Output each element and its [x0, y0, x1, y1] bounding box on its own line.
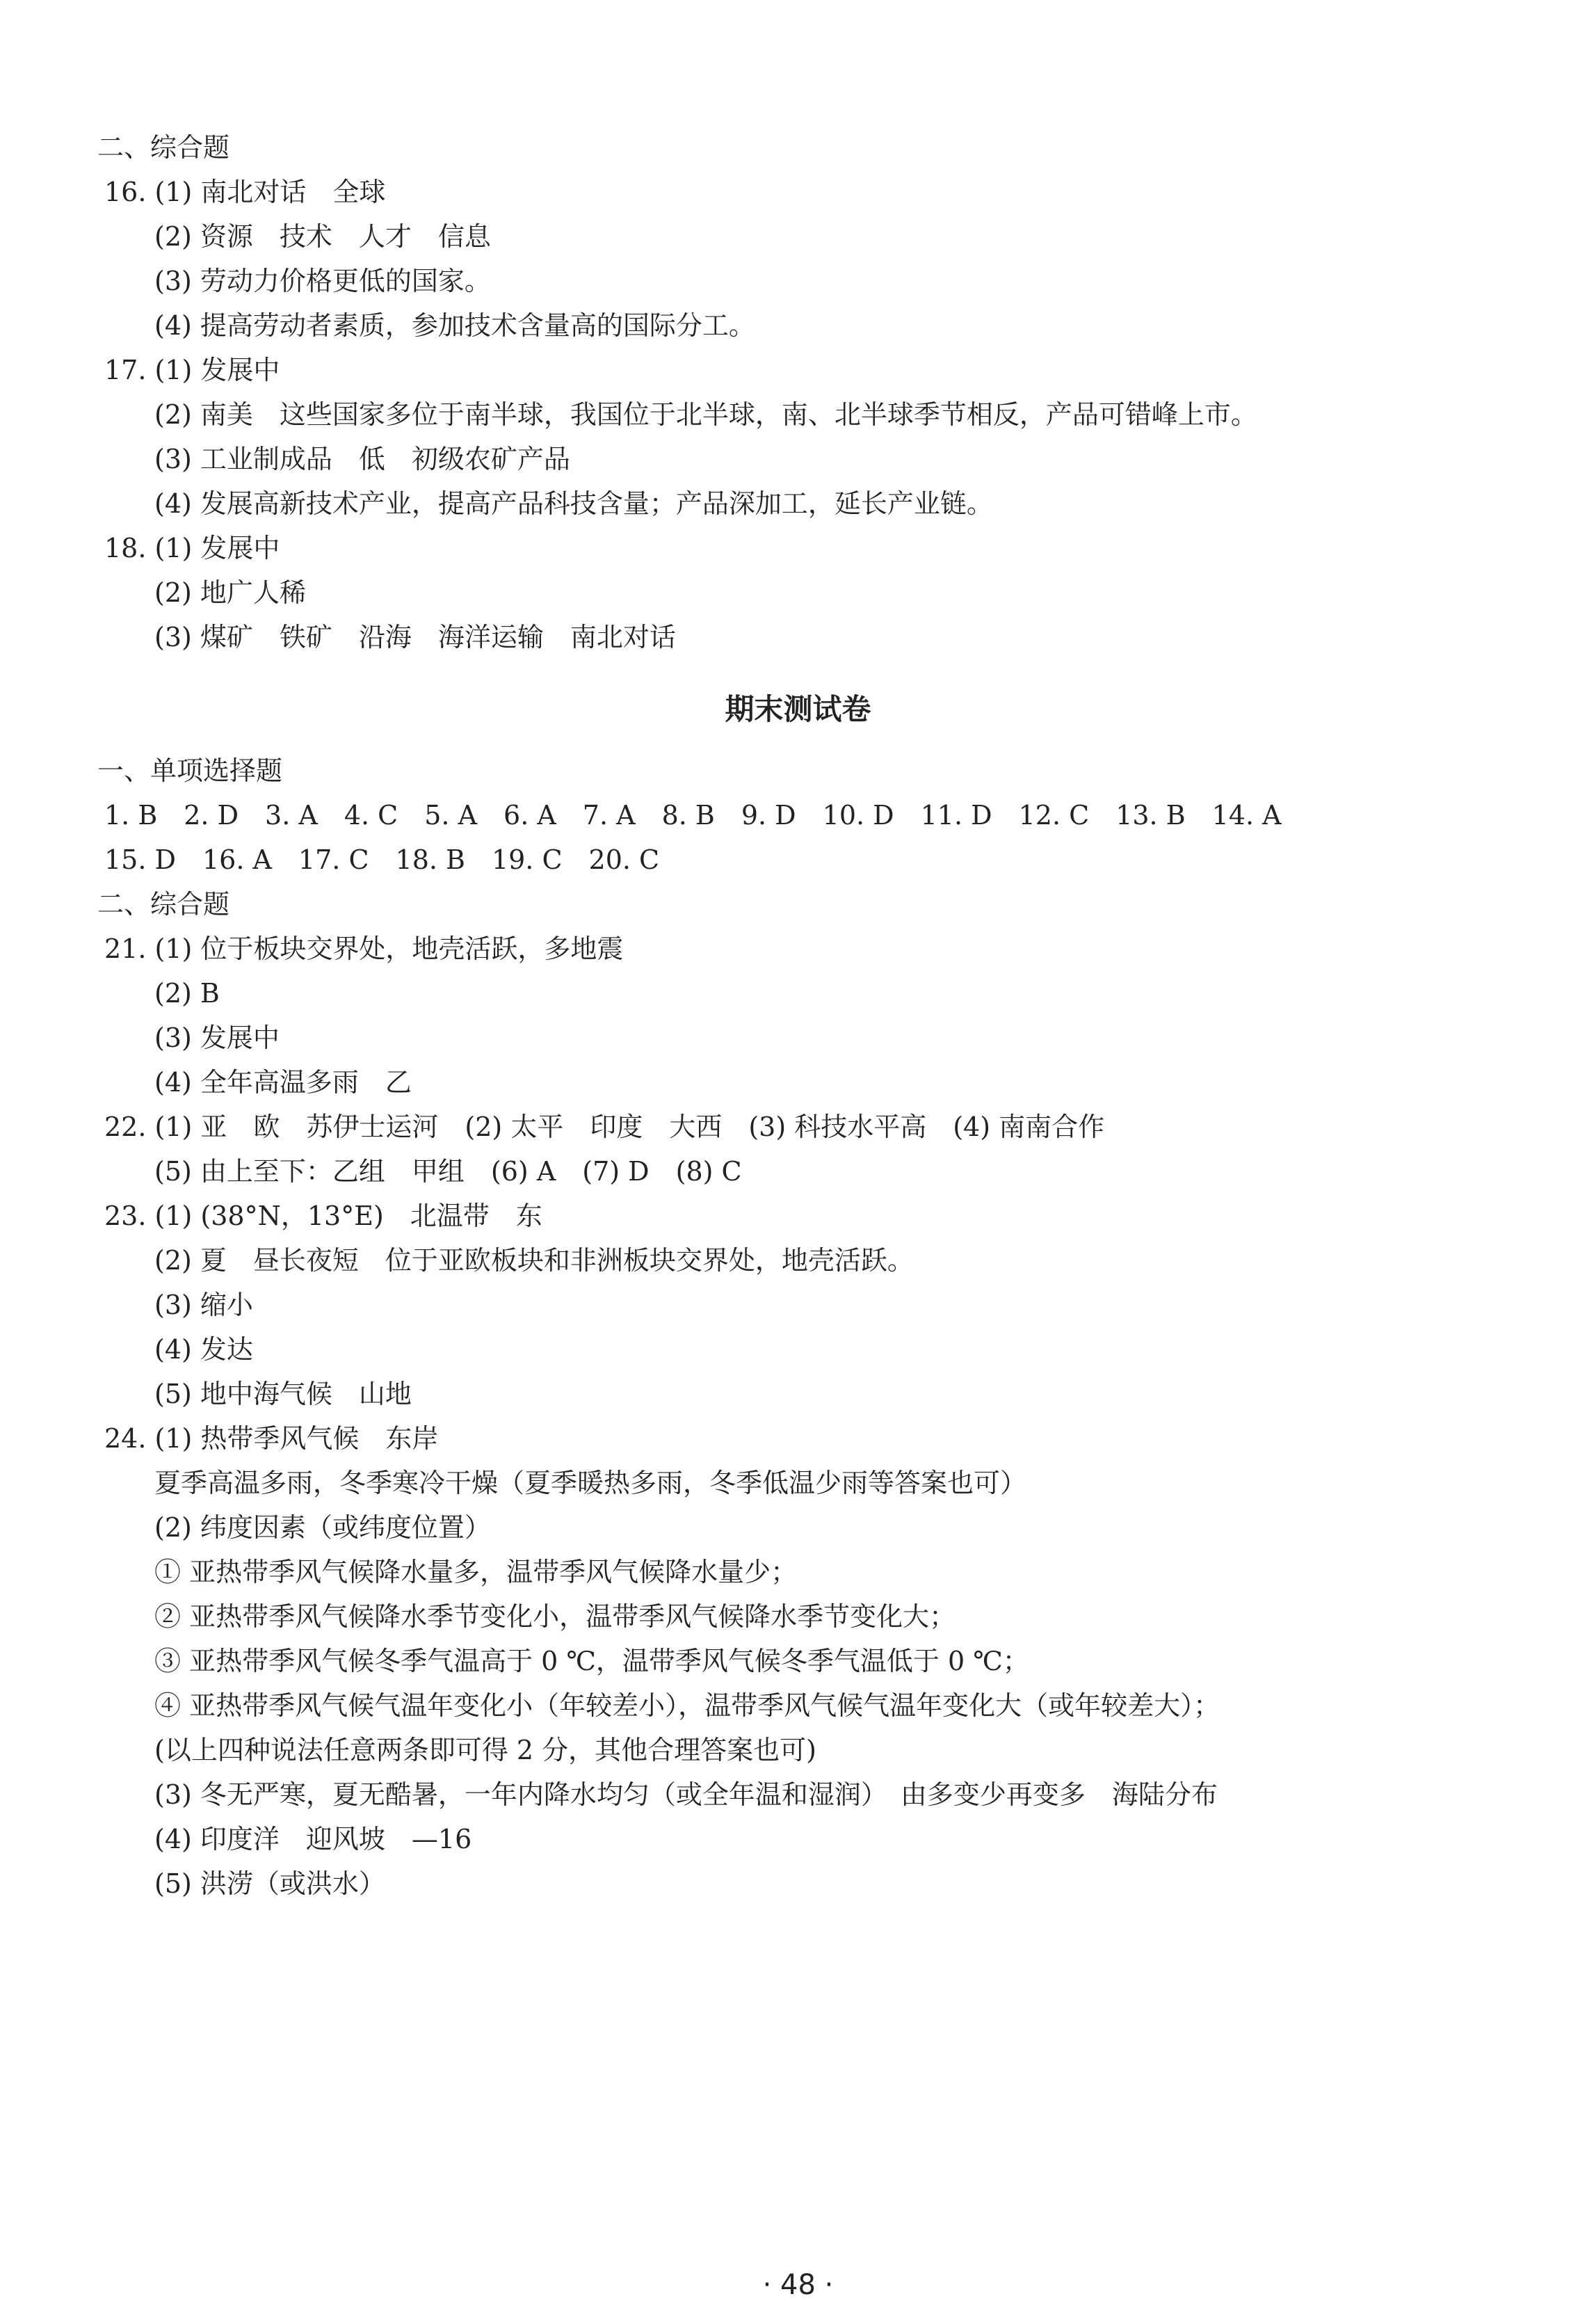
answer-24-5: (5) 洪涝（或洪水）	[154, 1868, 385, 1899]
answer-24-2-point-3: ③ 亚热带季风气候冬季气温高于 0 ℃，温带季风气候冬季气温低于 0 ℃；	[154, 1646, 1029, 1676]
answer-16-1: 16. (1) 南北对话 全球	[104, 177, 386, 207]
answer-24-2: (2) 纬度因素（或纬度位置）	[154, 1512, 491, 1543]
answer-21-3: (3) 发展中	[154, 1023, 280, 1053]
answer-24-2-note: (以上四种说法任意两条即可得 2 分，其他合理答案也可)	[154, 1735, 816, 1765]
answer-18-2: (2) 地广人稀	[154, 577, 306, 608]
answer-21-2: (2) B	[154, 978, 220, 1009]
answer-17-2: (2) 南美 这些国家多位于南半球，我国位于北半球，南、北半球季节相反，产品可错峰上市。	[154, 399, 1257, 430]
answer-22-2: (5) 由上至下：乙组 甲组 (6) A (7) D (8) C	[154, 1156, 742, 1187]
answer-17-4: (4) 发展高新技术产业，提高产品科技含量；产品深加工，延长产业链。	[154, 488, 993, 519]
answer-24-4: (4) 印度洋 迎风坡 —16	[154, 1824, 472, 1854]
answer-23-3: (3) 缩小	[154, 1290, 253, 1320]
answer-16-3: (3) 劳动力价格更低的国家。	[154, 266, 491, 296]
choice-answers-line-2: 15. D 16. A 17. C 18. B 19. C 20. C	[104, 844, 660, 875]
section-heading-comprehensive-2: 二、综合题	[97, 889, 230, 920]
answer-23-2: (2) 夏 昼长夜短 位于亚欧板块和非洲板块交界处，地壳活跃。	[154, 1245, 914, 1276]
exam-title: 期末测试卷	[725, 692, 871, 726]
answer-23-4: (4) 发达	[154, 1334, 253, 1365]
page-number: · 48 ·	[762, 2269, 834, 2301]
answer-17-1: 17. (1) 发展中	[104, 355, 280, 385]
section-heading-comprehensive: 二、综合题	[97, 132, 230, 163]
answer-24-1-detail: 夏季高温多雨，冬季寒冷干燥（夏季暖热多雨，冬季低温少雨等答案也可）	[154, 1468, 1027, 1498]
answer-23-5: (5) 地中海气候 山地	[154, 1379, 412, 1409]
answer-18-1: 18. (1) 发展中	[104, 533, 280, 563]
answer-21-1: 21. (1) 位于板块交界处，地壳活跃，多地震	[104, 933, 624, 964]
answer-24-2-point-4: ④ 亚热带季风气候气温年变化小（年较差小），温带季风气候气温年变化大（或年较差大）；	[154, 1690, 1220, 1721]
answer-21-4: (4) 全年高温多雨 乙	[154, 1067, 412, 1098]
choice-answers-line-1: 1. B 2. D 3. A 4. C 5. A 6. A 7. A 8. B 9. D 10. D 11. D 12. C 13. B 14. A	[104, 800, 1282, 831]
answer-18-3: (3) 煤矿 铁矿 沿海 海洋运输 南北对话	[154, 622, 676, 652]
answer-16-2: (2) 资源 技术 人才 信息	[154, 221, 491, 252]
answer-24-3: (3) 冬无严寒，夏无酷暑，一年内降水均匀（或全年温和湿润） 由多变少再变多 海陆分布	[154, 1779, 1218, 1810]
answer-24-2-point-2: ② 亚热带季风气候降水季节变化小，温带季风气候降水季节变化大；	[154, 1601, 956, 1632]
answer-22-1: 22. (1) 亚 欧 苏伊士运河 (2) 太平 印度 大西 (3) 科技水平高 (4) 南南合作	[104, 1112, 1105, 1142]
section-heading-choice: 一、单项选择题	[97, 755, 283, 786]
answer-24-2-point-1: ① 亚热带季风气候降水量多，温带季风气候降水量少；	[154, 1557, 798, 1587]
answer-16-4: (4) 提高劳动者素质，参加技术含量高的国际分工。	[154, 310, 755, 341]
answer-24-1: 24. (1) 热带季风气候 东岸	[104, 1423, 439, 1454]
answer-23-1: 23. (1) (38°N，13°E) 北温带 东	[104, 1201, 542, 1231]
answer-17-3: (3) 工业制成品 低 初级农矿产品	[154, 444, 570, 474]
